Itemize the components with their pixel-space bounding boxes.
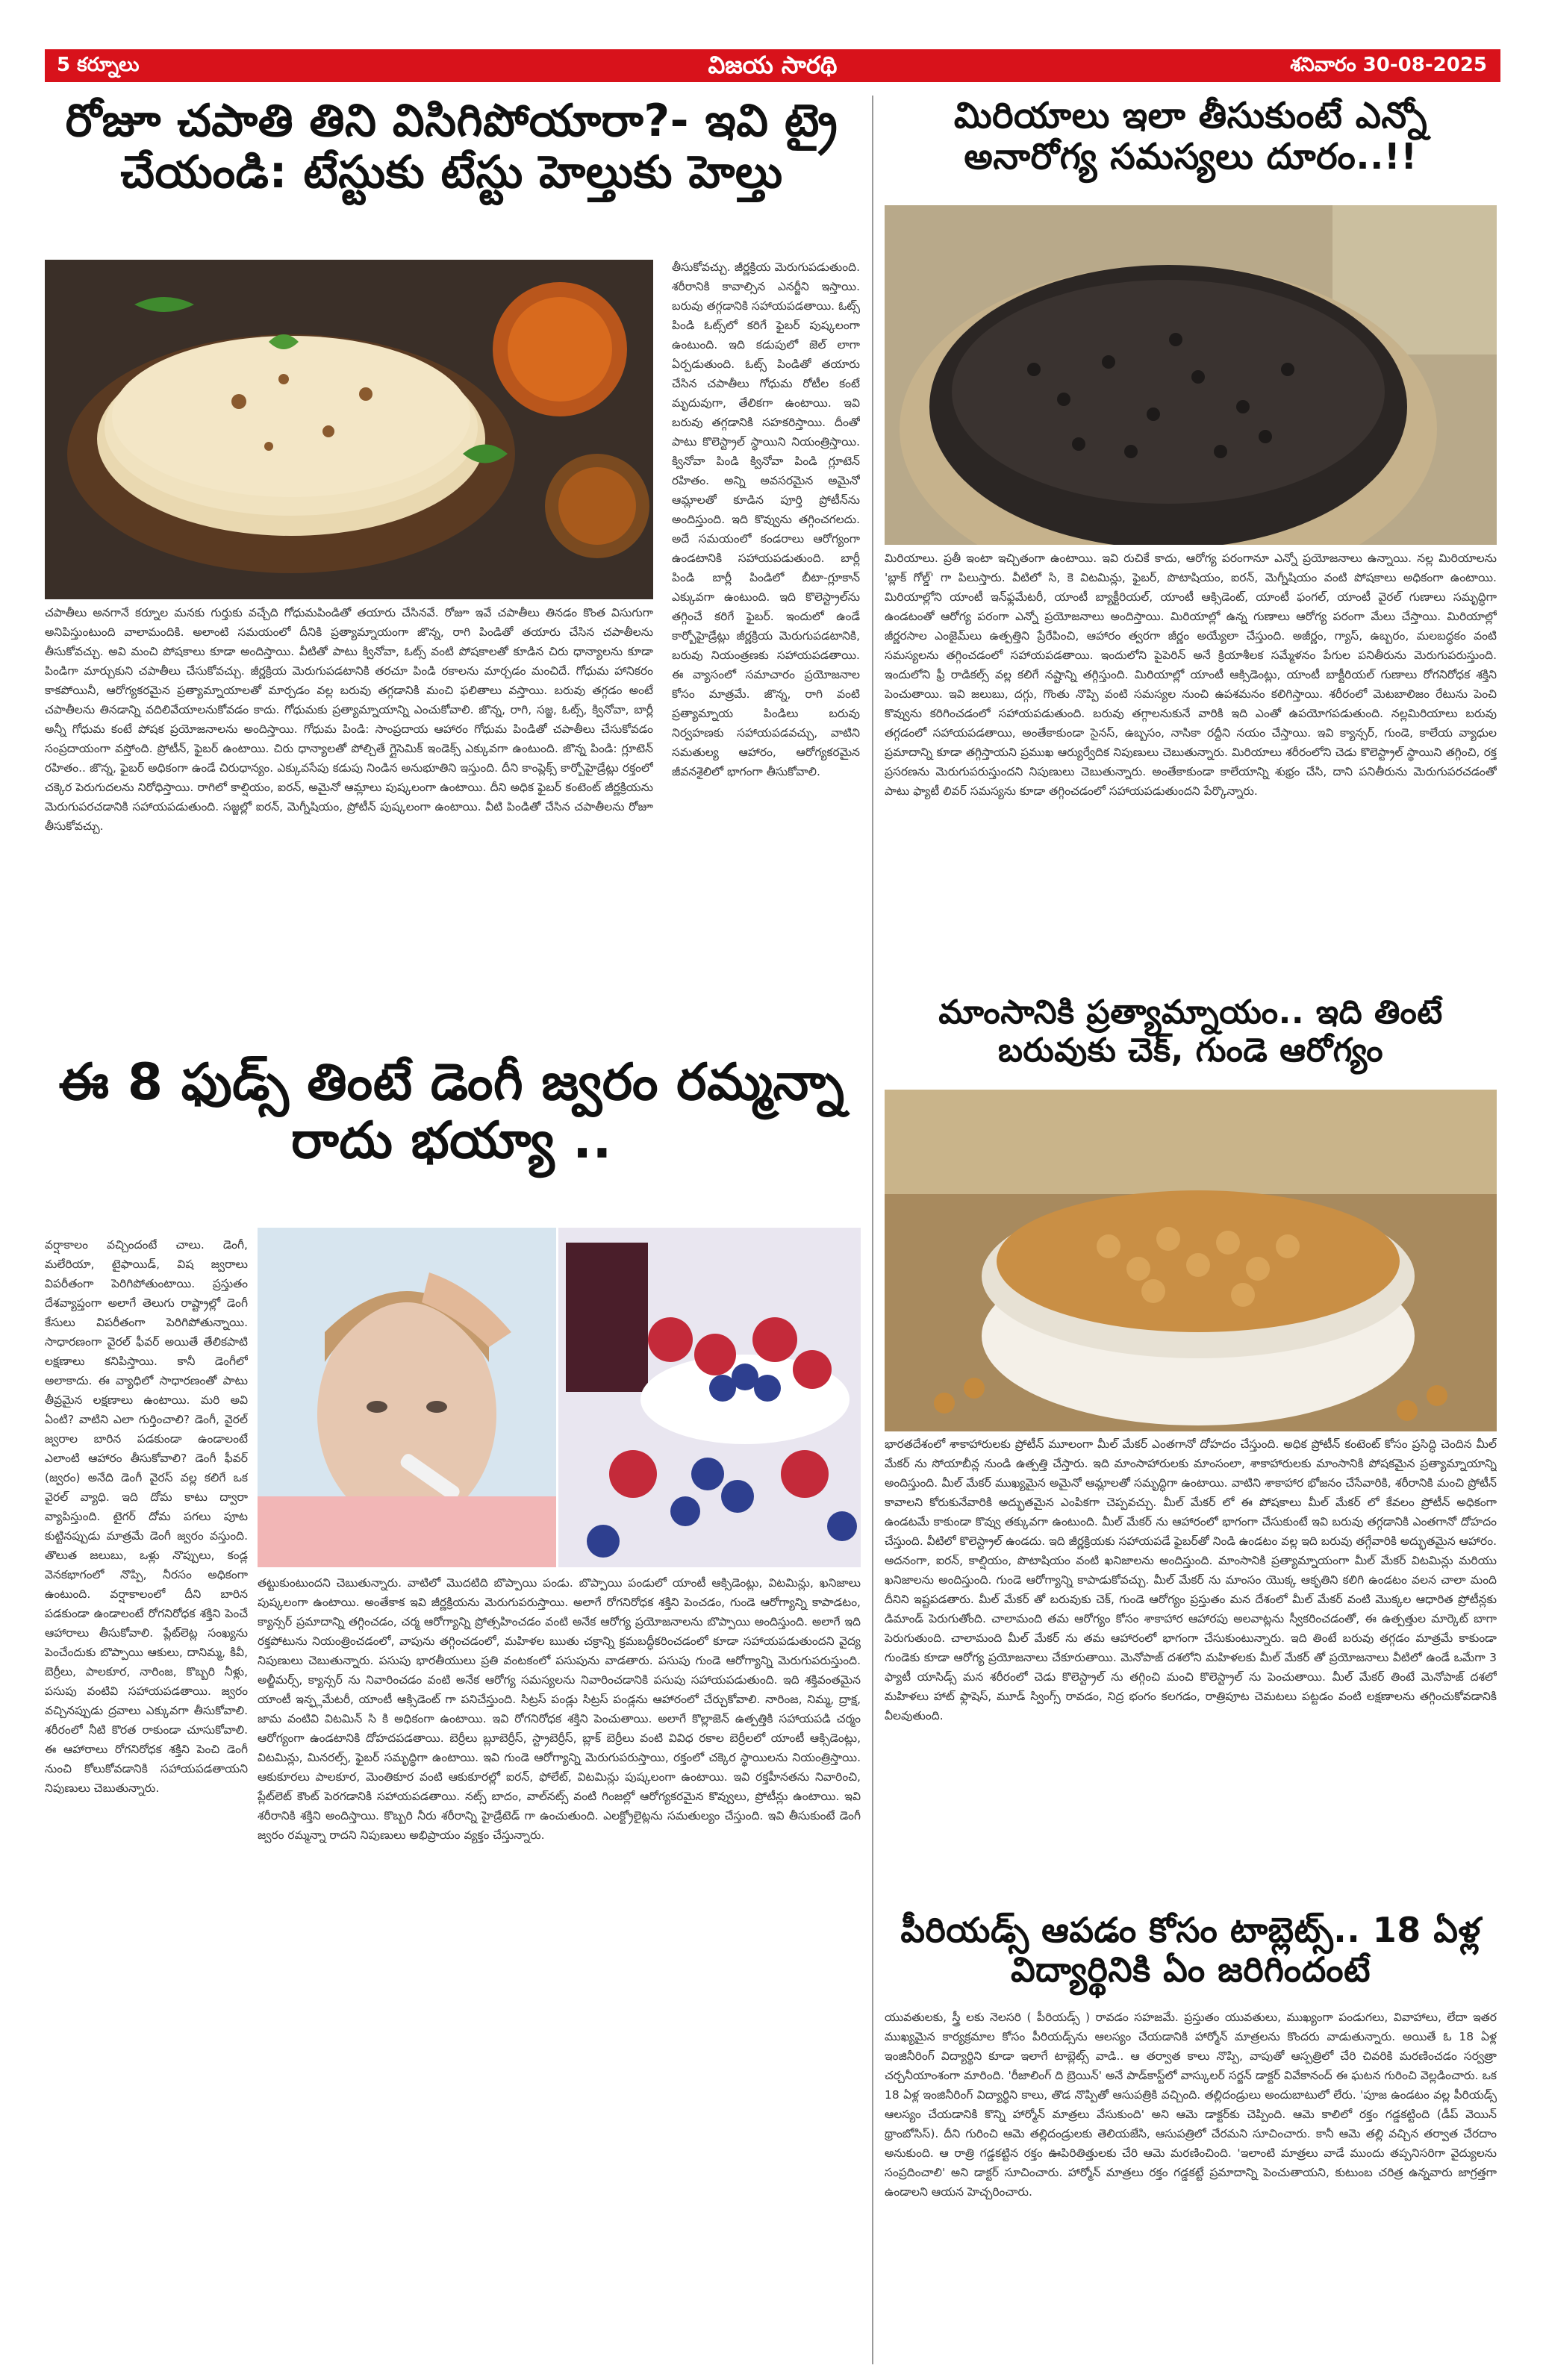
- article1-side-text: తీసుకోవచ్చు. జీర్ణక్రియ మెరుగుపడుతుంది. శరీరానికి కావాల్సిన ఎనర్జీని ఇస్తాయి. బరువు తగ్గడానికి సహాయపడతాయి. ఓట్స్ పిండి ఓట్స్‌లో కరిగే ఫైబర్ పుష్కలంగా ఉంటుంది. ఇది కడుపులో జెల్ లాగా ఏర్పడుతుంది. ఓట్స్ పిండితో తయారు చేసిన చపాతీలు గోధుమ రోటీల కంటే మృదువుగా, తేలికగా ఉంటాయి. ఇవి బరువు తగ్గడానికి సహకరిస్తాయి. దీంతో పాటు కొలెస్ట్రాల్ స్థాయిని నియంత్రిస్తాయి. క్వినోవా పిండి క్వినోవా పిండి గ్లూటెన్ రహితం. అన్ని అవసరమైన అమైనో ఆమ్లాలతో కూడిన పూర్తి ప్రోటీన్‌ను అందిస్తుంది. ఇది కొవ్వును తగ్గించగలదు. అదే సమయంలో కండరాలు ఆరోగ్యంగా ఉండటానికి సహాయపడుతుంది. బార్లీ పిండి బార్లీ పిండిలో బీటా-గ్లూకాన్ ఎక్కువగా ఉంటుంది. ఇది కొలెస్ట్రాల్‌ను తగ్గించే కరిగే ఫైబర్. ఇందులో ఉండే కార్బోహైడ్రేట్లు జీర్ణక్రియ మెరుగుపడటానికి, బరువు నియంత్రణకు సహాయపడతాయి. ఈ వ్యాసంలో సమాచారం ప్రయోజనాల కోసం మాత్రమే. జొన్న, రాగి వంటి ప్రత్యామ్నాయ పిండిలు బరువు నిర్వహణకు సహాయపడవచ్చు, వాటిని సమతుల్య ఆహారం, ఆరోగ్యకరమైన జీవనశైలిలో భాగంగా తీసుకోవాలి.: [672, 260, 860, 778]
- chapati-photo: [45, 260, 653, 599]
- sick-child-photo: [258, 1228, 556, 1567]
- article1-headline: రోజూ చపాతి తిని విసిగిపోయారా?- ఇవి ట్రై చేయండి: టేస్టుకు టేస్టు హెల్తుకు హెల్తు: [65, 95, 838, 199]
- issue-date: శనివారం 30-08-2025: [1290, 54, 1487, 76]
- article1-body-text: చపాతీలు అనగానే కర్నూల మనకు గుర్తుకు వచ్చేది గోధుమపిండితో తయారు చేసినవే. రోజూ ఇవే చపాతీలు తినడం కొంత విసుగుగా అనిపిస్తుంటుంది వాలామందికి. అలాంటి సమయంలో దీనికి ప్రత్యామ్నాయంగా జొన్న, రాగి పిండితో తయారు చేసిన చపాతీలను తీసుకోవచ్చు. అవి మంచి పోషకాలు కూడా అందిస్తాయి. వీటితో పాటు క్వినోవా, ఓట్స్ వంటి పోషకాలతో కూడిన చిరు ధాన్యాలను కూడా పిండిగా మార్చుకుని చపాతీలు చేసుకోవచ్చు. జీర్ణక్రియ మెరుగుపడటానికి తరచూ పిండి రకాలను మార్చడం మంచిదే. గోధుమ హానికరం కాకపోయినీ, ఆరోగ్యకరమైన ప్రత్యామ్నాయాలతో మార్చడం వల్ల బరువు తగ్గడానికి మంచి ఫలితాలు వస్తాయి. బరువు తగ్గడం అంటే చపాతీలను తినడాన్ని వదిలివేయాలనుకోవడం కాదు. గోధుమకు ప్రత్యామ్నాయాన్ని ఎంచుకోవాలి. జొన్న, రాగి, సజ్జ, ఓట్స్, క్వినోవా, బార్లీ అన్నీ గోధుమ కంటే పోషక ప్రయోజనాలను అందిస్తాయి. గోధుమ పిండి: సాంప్రదాయ ఆహారం గోధుమ పిండితో చపాతీలు చేసుకోవడం సంప్రదాయంగా వస్తోంది. ప్రోటీన్, ఫైబర్ ఉంటాయి. చిరు ధాన్యాలతో పోల్చితే గ్లైసెమిక్ ఇండెక్స్ ఎక్కువగా ఉంటుంది. జొన్న పిండి: గ్లూటెన్ రహితం.. జొన్న, ఫైబర్ అధికంగా ఉండే చిరుధాన్యం. ఎక్కువసేపు కడుపు నిండిన అనుభూతిని ఇస్తుంది. దీని కాంప్లెక్స్ కార్బోహైడ్రేట్లు రక్తంలో చక్కెర పెరుగుదలను నిరోధిస్తాయి. రాగిలో కాల్షియం, ఐరన్, అమైనో ఆమ్లాలు పుష్కలంగా ఉంటాయి. దీని అధిక ఫైబర్ కంటెంట్ జీర్ణక్రియను మెరుగుపరచడానికి సహాయపడుతుంది. సజ్జల్లో ఐరన్, మెగ్నీషియం, ప్రోటీన్ పుష్కలంగా ఉంటాయి. వీటి పిండితో చేసిన చపాతీలను రోజూ తీసుకోవచ్చు.: [45, 606, 653, 833]
- masthead: [45, 49, 1500, 82]
- newspaper-name: విజయ సారథి: [708, 51, 838, 79]
- article3-headline: మాంసానికి ప్రత్యామ్నాయం.. ఇది తింటే బరువుకు చెక్, గుండె ఆరోగ్యం: [938, 993, 1443, 1069]
- article4-headline: ఈ 8 ఫుడ్స్ తింటే డెంగీ జ్వరం రమ్మన్నా రాదు భయ్యా ..: [58, 1053, 845, 1171]
- article3-body-text: భారతదేశంలో శాకాహారులకు ప్రోటీన్ మూలంగా మీల్ మేకర్ ఎంతగానో దోహదం చేస్తుంది. అధిక ప్రోటీన్ కంటెంట్ కోసం ప్రసిద్ధి చెందిన మీల్ మేకర్ ను సోయాబీన్ల నుండి ఉత్పత్తి చేస్తారు. ఇది మాంసాహారులకు మాంసంలా, శాకాహారులకు మాంసానికి పోషకమైన ప్రత్యామ్నాయాన్ని అందిస్తుంది. మీల్ మేకర్ ముఖ్యమైన అమైనో ఆమ్లాలతో సమృద్ధిగా ఉంటాయి. వాటిని శాకాహార భోజనం చేసేవారికి, శరీరానికి మంచి ప్రోటీన్ కావాలని కోరుకునేవారికి అద్భుతమైన ఎంపికగా చెప్పవచ్చు. మీల్ మేకర్ లో ఈ పోషకాలు మీల్ మేకర్ లో కేవలం ప్రోటీన్ అధికంగా ఉండటమే కాకుండా కొవ్వు తక్కువగా ఉంటుంది. మీల్ మేకర్ ను ఆహారంలో భాగంగా చేసుకుంటే ఇవి బరువు తగ్గడానికి ఎంతగానో దోహదం చేస్తుంది. వీటిలో కొలెస్ట్రాల్ ఉండదు. ఇది జీర్ణక్రియకు సహాయపడే ఫైబర్‌తో నిండి ఉండటం వల్ల ఇది బరువు తగ్గేవారికి అద్భుతమైన ఆహారం. అదనంగా, ఐరన్, కాల్షియం, పొటాషియం వంటి ఖనిజాలను అందిస్తుంది. మాంసానికి ప్రత్యామ్నాయంగా మీల్ మేకర్ విటమిన్లు మరియు ఖనిజాలను అందిస్తుంది. గుండె ఆరోగ్యాన్ని కాపాడుకోవచ్చు. మీల్ మేకర్ ను మాంసం యొక్క ఆకృతిని కలిగి ఉండటం వలన చాలా మంది దీనిని ఇష్టపడతారు. మీల్ మేకర్ తో బరువుకు చెక్, గుండె ఆరోగ్యం ప్రస్తుతం మన దేశంలో మీల్ మేకర్ వంటి మొక్కల ఆధారిత ప్రోటీన్లకు డిమాండ్ పెరుగుతోంది. చాలామంది తమ ఆరోగ్యం కోసం శాకాహార ఆహారపు అలవాట్లను స్వీకరించడంతో, ఈ ఉత్పత్తుల మార్కెట్ బాగా పెరుగుతుంది. చాలామంది మీల్ మేకర్ ను తమ ఆహారంలో భాగంగా చేసుకుంటున్నారు. ఇది తింటే బరువు తగ్గడం మాత్రమే కాకుండా గుండెకు కూడా ఆరోగ్య ప్రయోజనాలు చేకూరుతాయి. మెనోపాజ్ దశలోని మహిళలకు మీల్ మేకర్ తో ప్రయోజనాలు వీటిలో ఉండే ఒమేగా 3 ఫ్యాటీ యాసిడ్స్ మన శరీరంలో చెడు కొలెస్ట్రాల్ ను తగ్గించి మంచి కొలెస్ట్రాల్ ను పెంచుతాయి. మీల్ మేకర్ తింటే మెనోపాజ్ దశలో మహిళలు హాట్ ఫ్లాషెస్, మూడ్ స్వింగ్స్ రావడం, నిద్ర భంగం కలగడం, రాత్రిపూట చెమటలు పట్టడం వంటి లక్షణాలను తగ్గించుకోవడానికి వీలవుతుంది.: [885, 1437, 1497, 1722]
- article4-right-text: తట్టుకుంటుందని చెబుతున్నారు. వాటిలో మొదటిది బొప్పాయి పండు. బొప్పాయి పండులో యాంటీ ఆక్సిడెంట్లు, విటమిన్లు, ఖనిజాలు పుష్కలంగా ఉంటాయి. అంతేకాక ఇవి జీర్ణక్రియను మెరుగుపరుస్తాయి. అలాగే రోగనిరోధక శక్తిని పెంచడం, గుండె ఆరోగ్యాన్ని కాపాడటం, క్యాన్సర్ ప్రమాదాన్ని తగ్గించడం, చర్మ ఆరోగ్యాన్ని ప్రోత్సహించడం వంటి అనేక ఆరోగ్య ప్రయోజనాలను బొప్పాయి అందిస్తుంది. అలాగే ఇది రక్తపోటును నియంత్రించడంలో, వాపును తగ్గించడంలో, మహిళల ఋతు చక్రాన్ని క్రమబద్ధీకరించడంలో కూడా సహాయపడుతుందని వైద్య నిపుణులు చెబుతున్నారు. పసుపు భారతీయులు ప్రతి వంటకంలో పసుపును వాడతారు. పసుపు గుండె ఆరోగ్యాన్ని మెరుగుపరుస్తుంది. అల్జీమర్స్, క్యాన్సర్ ను నివారించడం వంటి అనేక ఆరోగ్య సమస్యలను నివారించడానికి పసుపు సహాయపడుతుంది. ఇది శక్తివంతమైన యాంటీ ఇన్ఫ్లమేటరీ, యాంటీ ఆక్సిడెంట్ గా పనిచేస్తుంది. సిట్రస్ పండ్లు సిట్రస్ పండ్లను ఆహారంలో చేర్చుకోవాలి. నారింజ, నిమ్మ, ద్రాక్ష, జామ వంటివి విటమిన్ సి కి అధికంగా ఉంటాయి. ఇవి రోగనిరోధక శక్తిని పెంచుతాయి. అలాగే కొల్లాజెన్ ఉత్పత్తికి సహాయపడి చర్మం ఆరోగ్యంగా ఉండటానికి దోహదపడతాయి. బెర్రీలు బ్లూబెర్రీస్, స్ట్రాబెర్రీస్, బ్లాక్ బెర్రీలు వంటి వివిధ రకాల బెర్రీలలో యాంటీ ఆక్సిడెంట్లు, విటమిన్లు, మినరల్స్, ఫైబర్ సమృద్ధిగా ఉంటాయి. ఇవి గుండె ఆరోగ్యాన్ని మెరుగుపరుస్తాయి, రక్తంలో చక్కెర స్థాయిలను నియంత్రిస్తాయి. ఆకుకూరలు పాలకూర, మెంతికూర వంటి ఆకుకూరల్లో ఐరన్, ఫోలేట్, విటమిన్లు పుష్కలంగా ఉంటాయి. ఇవి రక్తహీనతను నివారించి, ప్లేట్‌లెట్ కౌంట్ పెరగడానికి సహాయపడతాయి. నట్స్ బాదం, వాల్‌నట్స్ వంటి గింజల్లో ఆరోగ్యకరమైన కొవ్వులు, ప్రోటీన్లు ఉంటాయి. ఇవి శరీరానికి శక్తిని అందిస్తాయి. కొబ్బరి నీరు శరీరాన్ని హైడ్రేటెడ్ గా ఉంచుతుంది. ఎలక్ట్రోలైట్లను సమతుల్యం చేస్తుంది. ఇవి తీసుకుంటే డెంగీ జ్వరం రమ్మన్నా రాదని నిపుణులు అభిప్రాయం వ్యక్తం చేస్తున్నారు.: [258, 1576, 861, 1842]
- meal-maker-photo: [885, 1090, 1497, 1431]
- article2-headline: మిరియాలు ఇలా తీసుకుంటే ఎన్నో అనారోగ్య సమస్యలు దూరం..!!: [953, 95, 1428, 178]
- black-pepper-photo: [885, 205, 1497, 545]
- article5-body-text: యువతులకు, స్త్రీ లకు నెలసరి ( పీరియడ్స్ ) రావడం సహజమే. ప్రస్తుతం యువతులు, ముఖ్యంగా పండుగలు, వివాహాలు, లేదా ఇతర ముఖ్యమైన కార్యక్రమాల కోసం పీరియడ్స్‌ను ఆలస్యం చేయడానికి హార్మోన్ మాత్రలను కొందరు వాడుతున్నారు. అయితే ఓ 18 ఏళ్ల ఇంజినీరింగ్ విద్యార్థిని కూడా ఇలాగే టాబ్లెట్స్ వాడి.. ఆ తర్వాత కాలు నొప్పి, వాపుతో ఆస్పత్రిలో చేరి చివరికి మరణించడం సర్వత్రా చర్చనీయాంశంగా మారింది. 'రీజాలింగ్ ది బ్రెయిన్' అనే పాడ్‌కాస్ట్‌లో వాస్కులర్ సర్జన్ డాక్టర్ వివేకానంద్ ఈ ఘటన గురించి వెల్లడించారు. ఒక 18 ఏళ్ల ఇంజినీరింగ్ విద్యార్థిని కాలు, తొడ నొప్పితో ఆసుపత్రికి వచ్చింది. తల్లిదండ్రులు అందుబాటులో లేరు. 'పూజ ఉండటం వల్ల పీరియడ్స్ ఆలస్యం చేయడానికి కొన్ని హార్మోన్ మాత్రలు వేసుకుంది' అని ఆమె డాక్టర్‌కు చెప్పింది. ఆమె కాలిలో రక్తం గడ్డకట్టింది (డీప్ వెయిన్ థ్రాంబోసిస్). దీని గురించి ఆమె తల్లిదండ్రులకు తెలియజేసి, ఆసుపత్రిలో చేరమని సూచించారు. కానీ ఆమె తల్లి వచ్చిన తర్వాత చేరదాం అనుకుంది. ఆ రాత్రి గడ్డకట్టిన రక్తం ఊపిరితిత్తులకు చేరి ఆమె మరణించింది. 'ఇలాంటి మాత్రలు వాడే ముందు తప్పనిసరిగా వైద్యులను సంప్రదించాలి' అని డాక్టర్ సూచించారు. హార్మోన్ మాత్రలు రక్తం గడ్డకట్టే ప్రమాదాన్ని పెంచుతాయని, కుటుంబ చరిత్ర ఉన్నవారు జాగ్రత్తగా ఉండాలని ఆయన హెచ్చరించారు.: [885, 2011, 1497, 2199]
- article4-left-text: వర్షాకాలం వచ్చిందంటే చాలు. డెంగీ, మలేరియా, టైఫాయిడ్, విష జ్వరాలు విపరీతంగా పెరిగిపోతుంటాయి. ప్రస్తుతం దేశవ్యాప్తంగా అలాగే తెలుగు రాష్ట్రాల్లో డెంగీ కేసులు విపరీతంగా పెరిగిపోతున్నాయి. సాధారణంగా వైరల్ ఫీవర్ అయితే తేలికపాటి లక్షణాలు కనిపిస్తాయి. కానీ డెంగీలో అలాకాదు. ఈ వ్యాధిలో సాధారణంతో పాటు తీవ్రమైన లక్షణాలు ఉంటాయి. మరి అవి ఏంటి? వాటిని ఎలా గుర్తించాలి? డెంగీ, వైరల్ జ్వరాల బారిన పడకుండా ఉండాలంటే ఎలాంటి ఆహారం తీసుకోవాలి? డెంగీ ఫీవర్ (జ్వరం) అనేది డెంగీ వైరస్ వల్ల కలిగే ఒక వైరల్ వ్యాధి. ఇది దోమ కాటు ద్వారా వ్యాపిస్తుంది. టైగర్ దోమ పగలు పూట కుట్టినప్పుడు మాత్రమే డెంగీ జ్వరం వస్తుంది. తొలుత జలుబు, ఒళ్లు నొప్పులు, కండ్ల వెనకభాగంలో నొప్పి, నీరసం అధికంగా ఉంటుంది. వర్షాకాలంలో దీని బారిన పడకుండా ఉండాలంటే రోగనిరోధక శక్తిని పెంచే ఆహారాలు తీసుకోవాలి. ప్లేట్‌లెట్ల సంఖ్యను పెంచేందుకు బొప్పాయి ఆకులు, దానిమ్మ, కివీ, బెర్రీలు, పాలకూర, నారింజ, కొబ్బరి నీళ్లు, పసుపు వంటివి సహాయపడతాయి. జ్వరం వచ్చినప్పుడు ద్రవాలు ఎక్కువగా తీసుకోవాలి. శరీరంలో నీటి కొరత రాకుండా చూసుకోవాలి. ఈ ఆహారాలు రోగనిరోధక శక్తిని పెంచి డెంగీ నుంచి కోలుకోవడానికి సహాయపడతాయని నిపుణులు చెబుతున్నారు.: [45, 1238, 248, 1795]
- article5-headline: పీరియడ్స్ ఆపడం కోసం టాబ్లెట్స్.. 18 ఏళ్ల విద్యార్థినికి ఏం జరిగిందంటే: [900, 1910, 1481, 1990]
- berries-photo: [558, 1228, 861, 1567]
- page-number: 5 కర్నూలు: [57, 54, 140, 76]
- article2-body-text: మిరియాలు. ప్రతీ ఇంటా ఇచ్చితంగా ఉంటాయి. ఇవి రుచికే కాదు, ఆరోగ్య పరంగానూ ఎన్నో ప్రయోజనాలు ఉన్నాయి. నల్ల మిరియాలను 'బ్లాక్ గోల్డ్' గా పిలుస్తారు. వీటిలో సి, కె విటమిన్లు, ఫైబర్, పొటాషియం, ఐరన్, మెగ్నీషియం వంటి పోషకాలు అధికంగా ఉంటాయి. మిరియాల్లోని యాంటీ ఇన్‌ఫ్లమేటరీ, యాంటీ బ్యాక్టీరియల్, యాంటీ ఆక్సిడెంట్, యాంటీ ఫంగల్, యాంటీ వైరల్ గుణాలు సమృద్ధిగా ఉండటంతో ఆరోగ్య పరంగా ఎన్నో ప్రయోజనాలు అందిస్తాయి. మిరియాల్లో ఉన్న గుణాలు ఆరోగ్య పరంగా మేలు చేస్తాయి. మిరియాల్లో జీర్ణరసాల ఎంజైమ్‌లు ఉత్పత్తిని ప్రేరేపించి, ఆహారం త్వరగా జీర్ణం అయ్యేలా చేస్తుంది. అజీర్ణం, గ్యాస్, ఉబ్బరం, మలబద్ధకం వంటి సమస్యలను తగ్గించడంలో సహాయపడతాయి. ఇందులోని పైపెరిన్ అనే క్రియాశీలక సమ్మేళనం పేగుల పనితీరును మెరుగుపరుస్తుంది. ఇందులోని ఫ్రీ రాడికల్స్ వల్ల కలిగే నష్టాన్ని తగ్గిస్తుంది. మిరియాల్లో యాంటీ ఆక్సిడెంట్లు, యాంటీ బాక్టీరియల్ గుణాలు రోగనిరోధక శక్తిని పెంచుతాయి. ఇవి జలుబు, దగ్గు, గొంతు నొప్పి వంటి సమస్యల నుంచి ఉపశమనం కలిగిస్తాయి. శరీరంలో మెటబాలిజం రేటును పెంచి కొవ్వును కరిగించడంలో సహాయపడుతుంది. బరువు తగ్గాలనుకునే వారికి ఇది ఎంతో ఉపయోగపడుతుంది. నల్లమిరియాలు బరువు తగ్గడంలో సహాయపడతాయి, అంతేకాకుండా సైనస్, ఉబ్బసం, నాసికా రద్దీని నయం చేస్తాయి. ఇవి క్యాన్సర్, గుండె, కాలేయ వ్యాధుల ప్రమాదాన్ని కూడా తగ్గిస్తాయని ప్రముఖ ఆర్యుర్వేదిక నిపుణులు చెబుతున్నారు. మిరియాలు శరీరంలోని చెడు కొలెస్ట్రాల్ స్థాయిని తగ్గించి, రక్త ప్రసరణను మెరుగుపరుస్తుందని నిపుణులు చెబుతున్నారు. అంతేకాకుండా కాలేయాన్ని శుభ్రం చేసి, దాని పనితీరును మెరుగుపరచడంతో పాటు ఫ్యాటీ లివర్ సమస్యను కూడా తగ్గించడంలో సహాయపడుతుందని పేర్కొన్నారు.: [885, 552, 1497, 798]
- column-divider: [872, 96, 873, 2364]
